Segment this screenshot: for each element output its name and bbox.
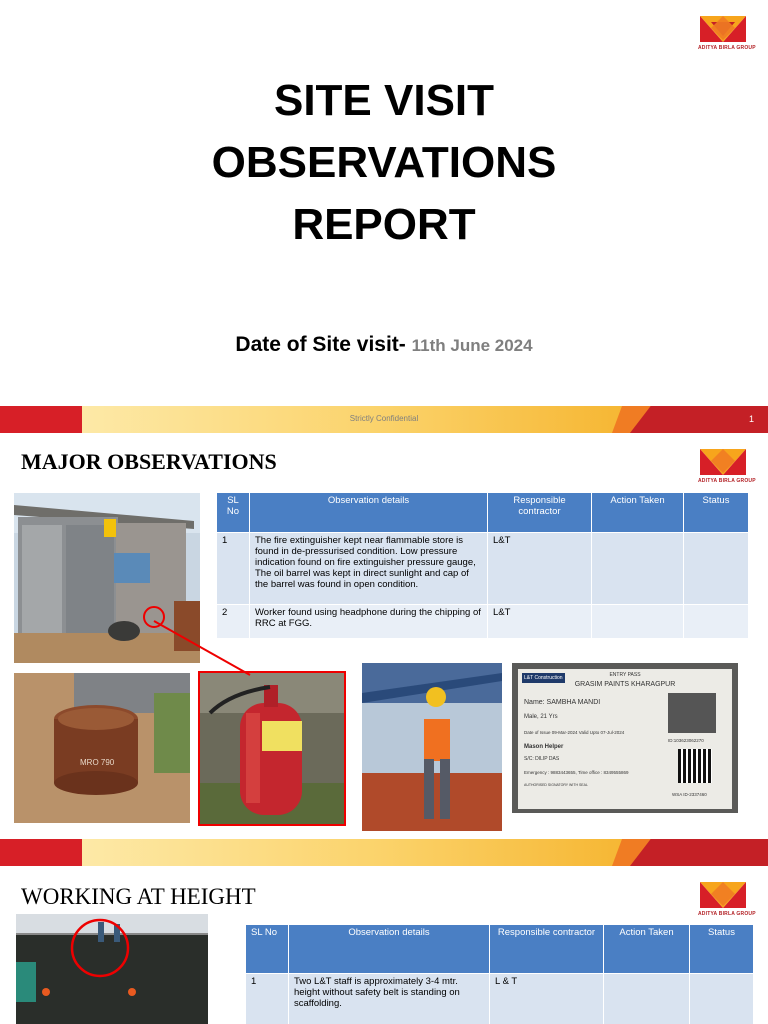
table-row: [217, 533, 749, 605]
cell-sl: 1: [217, 533, 250, 605]
cell-sl: 1: [246, 974, 289, 1024]
cell-status: [690, 974, 754, 1024]
ep-role: Mason Helper: [524, 744, 564, 750]
visit-date: [0, 333, 768, 357]
slide-footer-band: [0, 839, 768, 866]
page-number: 1: [748, 414, 754, 424]
cell-action: [592, 533, 684, 605]
title-line: REPORT: [292, 200, 476, 249]
cell-contractor: L&T: [488, 605, 592, 639]
visit-date-label: Date of Site visit-: [235, 333, 406, 356]
observations-table: [245, 924, 754, 1024]
ep-gender-age: Male, 21 Yrs: [524, 714, 558, 720]
col-header: SL No: [246, 925, 289, 974]
col-header: SL No: [217, 493, 250, 533]
major-observations-slide: [0, 433, 768, 839]
ep-heading: ENTRY PASS: [609, 672, 641, 678]
ep-company: L&T Construction: [524, 675, 563, 681]
aditya-birla-logo: [698, 447, 756, 484]
aditya-birla-logo: [698, 14, 756, 51]
col-header: Action Taken: [604, 925, 690, 974]
slide-heading: MAJOR OBSERVATIONS: [21, 449, 277, 474]
ep-sc: S/C: DILIP DAS: [524, 756, 560, 762]
cell-action: [604, 974, 690, 1024]
table-row: [246, 974, 754, 1024]
cell-detail: Two L&T staff is approximately 3-4 mtr. height without safety belt is standing on scaffolding.: [289, 974, 490, 1024]
ep-authorised: AUTHORISED SIGNATORY WITH SEAL: [524, 783, 588, 787]
barrel-label: MRO 790: [80, 758, 115, 767]
cell-status: [684, 533, 749, 605]
logo-icon: [698, 880, 748, 910]
col-header: Responsible contractor: [490, 925, 604, 974]
cell-detail: Worker found using headphone during the chipping of RRC at FGG.: [250, 605, 488, 639]
ep-wsa: WSA ID-2337460: [672, 792, 707, 797]
slide-footer-band: [0, 406, 768, 433]
cell-contractor: L & T: [490, 974, 604, 1024]
callout-line: [150, 619, 260, 679]
logo-brand-text: ADITYA BIRLA GROUP: [698, 45, 756, 51]
slide-heading: WORKING AT HEIGHT: [21, 884, 256, 909]
col-header: Observation details: [250, 493, 488, 533]
ep-photo: [668, 693, 716, 733]
observations-table: [216, 492, 749, 639]
report-title: [0, 70, 768, 256]
logo-icon: [698, 14, 748, 44]
fire-extinguisher-photo: [198, 671, 346, 826]
scaffolding-photo: [16, 914, 208, 1024]
title-line: SITE VISIT: [273, 76, 495, 125]
logo-icon: [698, 447, 748, 477]
col-header: Status: [684, 493, 749, 533]
logo-brand-text: ADITYA BIRLA GROUP: [698, 478, 756, 484]
aditya-birla-logo: [698, 880, 756, 917]
logo-brand-text: ADITYA BIRLA GROUP: [698, 911, 756, 917]
col-header: Observation details: [289, 925, 490, 974]
oil-barrel-photo: [14, 673, 190, 823]
col-header: Status: [690, 925, 754, 974]
worker-headphone-photo: [362, 663, 502, 831]
col-header: Action Taken: [592, 493, 684, 533]
cell-sl: 2: [217, 605, 250, 639]
title-slide: [0, 0, 768, 406]
ep-emergency: Emergency : 9883443655, Time office : 8349555869: [524, 770, 629, 775]
table-row: [217, 605, 749, 639]
entry-pass-photo: [512, 663, 738, 813]
ep-issue: Date of Issue 09-Mar-2024 Valid Upto 07-Jul-2024: [524, 730, 625, 735]
qr-code-icon: [678, 749, 712, 783]
ep-id: ID:103623062270: [668, 738, 704, 743]
ep-site: GRASIM PAINTS KHARAGPUR: [574, 681, 676, 688]
cell-status: [684, 605, 749, 639]
confidential-label: Strictly Confidential: [349, 414, 419, 423]
col-header: Responsible contractor: [488, 493, 592, 533]
title-line: OBSERVATIONS: [211, 138, 557, 187]
table-header-row: [246, 925, 754, 974]
cell-action: [592, 605, 684, 639]
ep-name: Name: SAMBHA MANDI: [524, 699, 601, 706]
table-header-row: [217, 493, 749, 533]
cell-contractor: L&T: [488, 533, 592, 605]
working-at-height-slide: [0, 866, 768, 1024]
cell-detail: The fire extinguisher kept near flammable store is found in de-pressurised condition. Low pressure indication found on fire extinguisher pressure gauge, The oil barrel was kept in direct sunlight and cap of the barrel was found in open condition.: [250, 533, 488, 605]
visit-date-value: 11th June 2024: [411, 336, 533, 355]
